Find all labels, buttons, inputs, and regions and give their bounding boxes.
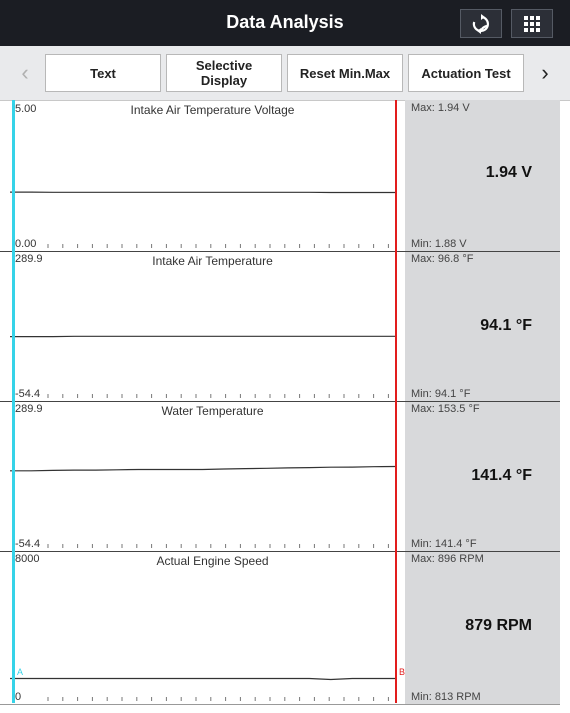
tab-actuation-test[interactable] — [408, 54, 524, 92]
refresh-icon — [471, 14, 491, 34]
tab-text-label: Text — [90, 65, 116, 81]
max-value: Max: 96.8 °F — [411, 253, 474, 265]
value-sidebar — [405, 551, 560, 704]
min-value: Min: 94.1 °F — [411, 388, 471, 400]
cursor-a-line[interactable] — [12, 100, 15, 703]
graph-trace — [10, 551, 405, 704]
cursor-b-label: B — [399, 667, 406, 677]
cursor-b-line[interactable] — [395, 100, 397, 703]
tab-selective-display-label-1: Selective — [195, 58, 253, 73]
data-series-line — [10, 467, 395, 471]
graph-panel — [0, 251, 570, 401]
current-value: 879 RPM — [465, 617, 532, 634]
panel-divider — [0, 704, 560, 705]
refresh-button[interactable] — [460, 9, 502, 38]
graph-title: Intake Air Temperature — [152, 254, 273, 268]
max-value: Max: 1.94 V — [411, 102, 470, 114]
panel-divider — [0, 551, 560, 552]
y-max-label: 289.9 — [15, 403, 43, 415]
max-value: Max: 896 RPM — [411, 553, 484, 565]
min-value: Min: 1.88 V — [411, 238, 467, 250]
cursor-a-label: A — [17, 667, 24, 677]
toolbar — [0, 46, 570, 101]
tab-selective-display-label-2: Display — [200, 73, 248, 88]
y-max-label: 8000 — [15, 553, 40, 565]
min-value: Min: 141.4 °F — [411, 538, 477, 550]
current-value: 1.94 V — [485, 164, 532, 181]
grid-menu-icon — [523, 15, 541, 33]
tab-reset-min-max-label: Reset Min.Max — [299, 65, 391, 81]
graph-panel — [0, 551, 570, 704]
tab-reset-min-max[interactable] — [287, 54, 403, 92]
page-title: Data Analysis — [226, 12, 344, 32]
graph-trace — [10, 401, 405, 551]
graph-area — [0, 100, 570, 713]
graph-plot[interactable] — [10, 551, 405, 704]
min-value: Min: 813 RPM — [411, 691, 481, 703]
y-max-label: 289.9 — [15, 253, 43, 265]
tab-text[interactable] — [45, 54, 161, 92]
graph-title: Actual Engine Speed — [156, 554, 269, 568]
prev-tabs-button[interactable] — [8, 46, 42, 100]
current-value: 94.1 °F — [480, 317, 532, 334]
y-min-label: 0 — [15, 691, 22, 703]
y-min-label: 0.00 — [15, 238, 37, 250]
y-min-label: -54.4 — [15, 388, 41, 400]
graph-trace — [10, 251, 405, 401]
y-max-label: 5.00 — [15, 103, 37, 115]
title-bar — [0, 0, 570, 46]
graph-title: Water Temperature — [161, 404, 264, 418]
current-value: 141.4 °F — [471, 467, 532, 484]
tab-actuation-test-label: Actuation Test — [421, 65, 511, 81]
graph-trace — [10, 100, 405, 251]
graph-panel — [0, 100, 570, 251]
chevron-left-icon: ‹ — [21, 60, 29, 85]
value-sidebar — [405, 100, 560, 251]
max-value: Max: 153.5 °F — [411, 403, 480, 415]
next-tabs-button[interactable] — [528, 46, 562, 100]
graph-panel — [0, 401, 570, 551]
graph-plot[interactable] — [10, 251, 405, 401]
value-sidebar — [405, 401, 560, 551]
grid-menu-button[interactable] — [511, 9, 553, 38]
graph-plot[interactable] — [10, 401, 405, 551]
panel-divider — [0, 401, 560, 402]
graph-plot[interactable] — [10, 100, 405, 251]
data-series-line — [10, 679, 395, 680]
panel-divider — [0, 251, 560, 252]
y-min-label: -54.4 — [15, 538, 41, 550]
tab-selective-display[interactable] — [166, 54, 282, 92]
graph-title: Intake Air Temperature Voltage — [130, 103, 295, 117]
value-sidebar — [405, 251, 560, 401]
chevron-right-icon: › — [541, 60, 549, 85]
